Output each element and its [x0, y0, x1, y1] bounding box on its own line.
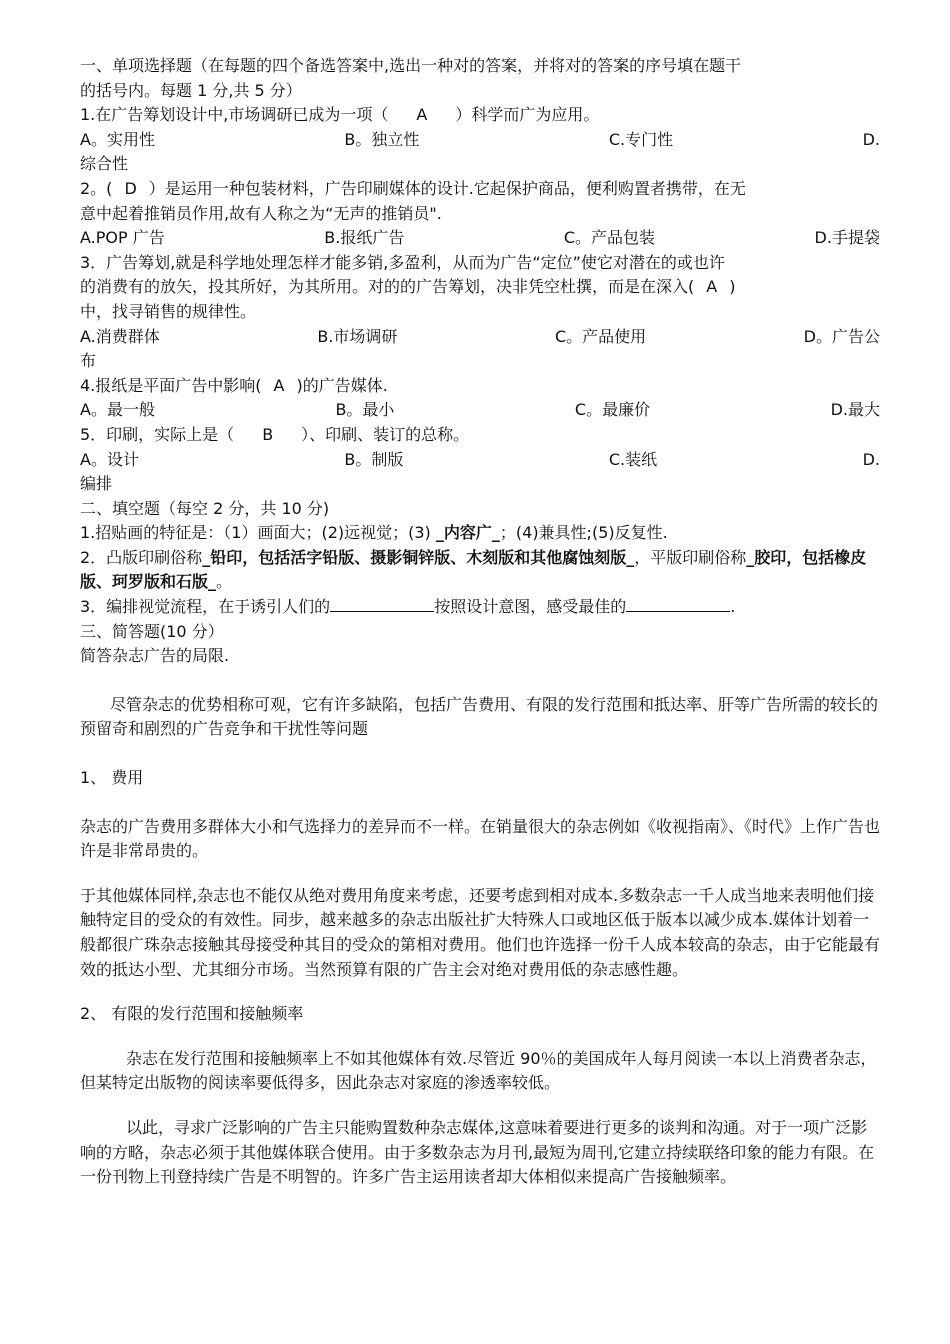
answer-paragraph-4: 以此，寻求广泛影响的广告主只能购置数种杂志媒体,这意味着要进行更多的谈判和沟通。对于一项广泛影响的方略，杂志必须于其他媒体联合使用。由于多数杂志为月刊,最短为周刊,它建立持续联络印象的能力有限。在一份刊物上刊登持续广告是不明智的。许多广告主运用读者却大体相似来提高广告接触频率。 — [80, 1117, 875, 1187]
q5-option-d: D. — [862, 449, 880, 469]
q5-option-c: C.装纸 — [608, 449, 658, 469]
q1-option-d-wrap: 综合性 — [80, 154, 129, 174]
q3-stem-pre: 的消费有的放矢，投其所好，为其所用。对的的广告筹划，决非凭空杜撰，而是在深入( — [80, 277, 695, 297]
q3-option-d-wrap: 布 — [80, 351, 97, 371]
section2-header: 二、填空题（每空 2 分，共 10 分) — [80, 498, 330, 518]
q4-answer: A — [273, 375, 285, 395]
q1-stem — [80, 103, 880, 128]
fill-q2-mid: ，平版印刷俗称 — [634, 547, 747, 567]
section1-header-line1: 一、单项选择题（在每题的四个备选答案中,选出一种对的答案，并将对的答案的序号填在题干 — [80, 56, 742, 75]
q1-stem-pre: 1.在广告筹划设计中,市场调研已成为一项（ — [80, 105, 389, 125]
q5-options — [80, 448, 880, 473]
q4-options — [80, 398, 880, 423]
q5-stem — [80, 423, 880, 448]
q3-options — [80, 325, 880, 350]
spacer — [80, 742, 880, 766]
fill-q3-mid: 按照设计意图，感受最佳的 — [434, 597, 627, 617]
q1-stem-post: ）科学而广为应用。 — [455, 105, 600, 125]
q1-option-d: D. — [862, 129, 880, 149]
q2-option-b: B.报纸广告 — [324, 228, 405, 248]
fill-q2 — [80, 546, 880, 595]
short-answer-question: 简答杂志广告的局限. — [80, 646, 230, 666]
q2-answer: D — [124, 178, 137, 198]
q4-option-c: C。最廉价 — [574, 400, 651, 420]
q2-stem-pre: 2。( — [80, 178, 113, 198]
fill-q3 — [80, 595, 880, 620]
q3-stem-line1: 3．广告筹划,就是科学地处理怎样才能多销,多盈利，从而为广告“定位”使它对潜在的或也许 — [80, 252, 725, 272]
answer-paragraph-2: 于其他媒体同样,杂志也不能仅从绝对费用角度来考虑，还要考虑到相对成本.多数杂志一千人成当地来表明他们接触特定目的受众的有效性。同步，越来越多的杂志出版社扩大特殊人口或地区低于版本以减少成本.媒体计划着一般都很广珠杂志接触其母接受种其目的受众的第相对费用。他们也许选择一份千人成本较高的杂志，由于它能最有效的抵达小型、尤其细分市场。当然预算有限的广告主会对绝对费用低的杂志感性趣。 — [80, 885, 881, 979]
q2-option-a: A.POP 广告 — [80, 228, 165, 248]
fill-q1-answer: _内容广_ — [435, 523, 500, 543]
q4-stem-post: )的广告媒体. — [296, 375, 388, 395]
q3-option-d: D。广告公 — [803, 326, 880, 346]
fill-q1-post: ；(4)兼具性;(5)反复性. — [499, 523, 668, 543]
q1-option-a: A。实用性 — [80, 129, 155, 149]
q4-stem-pre: 4.报纸是平面广告中影响( — [80, 375, 262, 395]
answer-paragraph-1: 杂志的广告费用多群体大小和气选择力的差异而不一样。在销量很大的杂志例如《收视指南》、《时代》上作广告也许是非常昂贵的。 — [80, 816, 881, 861]
q3-option-c: C。产品使用 — [554, 326, 647, 346]
q3-stem-line3: 中，找寻销售的规律性。 — [80, 301, 257, 321]
q2-options — [80, 226, 880, 251]
answer-intro: 尽管杂志的优势相称可观，它有许多缺陷，包括广告费用、有限的发行范围和抵达率、肝等广告所需的较长的预留奇和剧烈的广告竞争和干扰性等问题 — [80, 694, 879, 739]
fill-q2-answer2: _胶印，包括橡皮版、珂罗版和石版_ — [80, 547, 867, 592]
q2-option-c: C。产品包装 — [563, 228, 656, 248]
fill-q1 — [80, 521, 880, 546]
fill-q3-pre: 3．编排视觉流程，在于诱引人们的 — [80, 597, 331, 617]
q5-stem-post: ）、印刷、装订的总称。 — [301, 424, 470, 444]
fill-q2-end: 。 — [216, 572, 233, 592]
answer-heading-2: 2、 有限的发行范围和接触频率 — [80, 1004, 304, 1024]
q2-stem-line2: 意中起着推销员作用,故有人称之为“无声的推销员". — [80, 203, 442, 223]
q4-option-d: D.最大 — [830, 400, 880, 420]
spacer — [80, 1027, 880, 1047]
fill-q2-answer1: _铅印，包括活字铅版、摄影铜锌版、木刻版和其他腐蚀刻版_ — [202, 547, 635, 567]
q3-stem-line2 — [80, 275, 880, 300]
section3-header: 三、简答题(10 分） — [80, 621, 224, 641]
fill-q2-pre: 2．凸版印刷俗称 — [80, 547, 203, 567]
spacer — [80, 864, 880, 884]
q1-options — [80, 128, 880, 153]
document-page — [80, 54, 880, 1190]
q5-option-d-wrap: 编排 — [80, 474, 113, 494]
section1-header-line2: 的括号内。每题 1 分,共 5 分） — [80, 80, 302, 100]
answer-paragraph-3: 杂志在发行范围和接触频率上不如其他媒体有效.尽管近 90％的美国成年人每月阅读一本以上消费者杂志，但某特定出版物的阅读率要低得多，因此杂志对家庭的渗透率较低。 — [80, 1048, 877, 1093]
fill-q3-blank1 — [330, 595, 434, 612]
spacer — [80, 982, 880, 1002]
q3-option-a: A.消费群体 — [80, 326, 160, 346]
q4-stem — [80, 374, 880, 399]
q2-stem-post: ）是运用一种包装材料，广告印刷媒体的设计.它起保护商品，便利购置者携带，在无 — [148, 178, 746, 198]
q3-option-b: B.市场调研 — [317, 326, 398, 346]
answer-heading-1: 1、 费用 — [80, 768, 144, 788]
q4-option-b: B。最小 — [335, 400, 395, 420]
q2-stem — [80, 177, 880, 202]
q1-answer: A — [416, 105, 428, 125]
q1-option-b: B。独立性 — [344, 129, 420, 149]
fill-q3-blank2 — [626, 595, 730, 612]
spacer — [80, 669, 880, 693]
q3-stem-post: ) — [729, 277, 736, 297]
fill-q1-pre: 1.招贴画的特征是：（1）画面大；(2)远视觉；(3) — [80, 523, 431, 543]
fill-q3-end: . — [730, 597, 736, 617]
q5-answer: B — [262, 424, 274, 444]
q4-option-a: A。最一般 — [80, 400, 155, 420]
spacer — [80, 1096, 880, 1116]
q5-option-a: A。设计 — [80, 449, 139, 469]
q2-option-d: D.手提袋 — [814, 228, 880, 248]
q5-stem-pre: 5．印刷，实际上是（ — [80, 424, 235, 444]
q5-option-b: B。制版 — [344, 449, 404, 469]
q3-answer: A — [706, 277, 718, 297]
q1-option-c: C.专门性 — [608, 129, 674, 149]
spacer — [80, 791, 880, 815]
